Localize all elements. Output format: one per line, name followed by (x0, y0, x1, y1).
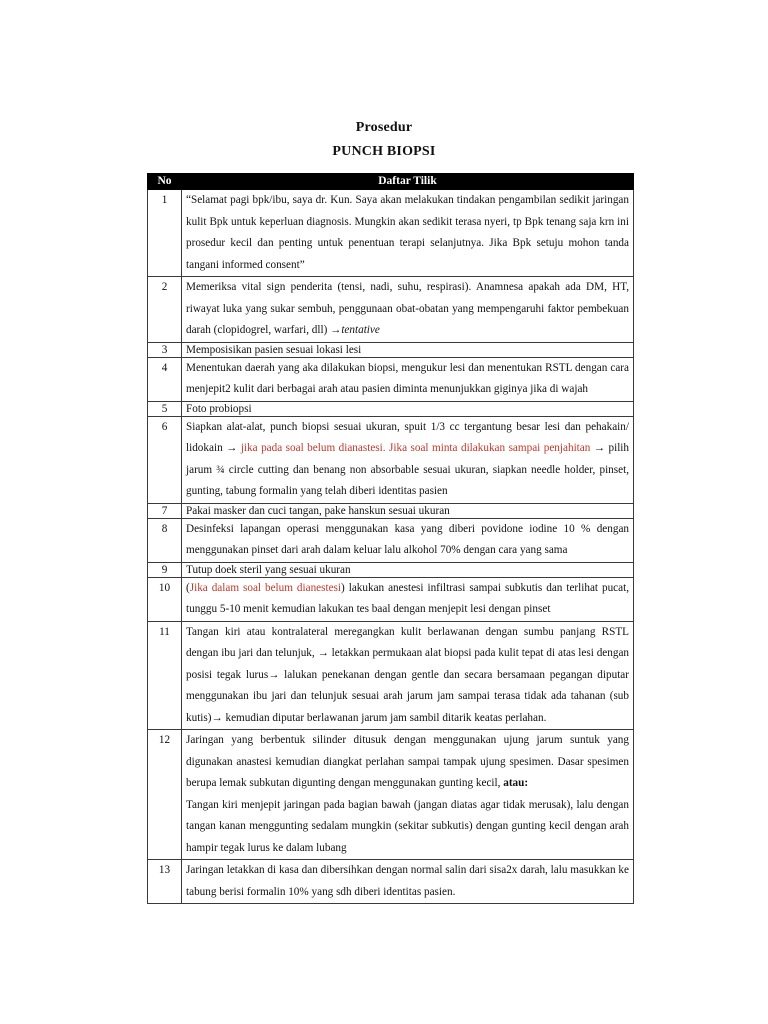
checklist-table (147, 173, 634, 904)
row-description (182, 518, 634, 562)
row-description (182, 503, 634, 518)
row-description (182, 416, 634, 503)
table-body (148, 190, 634, 904)
document-title: Prosedur (355, 120, 413, 135)
row-number: 11 (148, 621, 182, 730)
table-row (148, 503, 634, 518)
row-number: 6 (148, 416, 182, 503)
italic-text: tentative (341, 324, 380, 336)
arrow-icon: → (590, 442, 609, 454)
row-description (182, 621, 634, 730)
table-row (148, 277, 634, 343)
arrow-icon: → (268, 668, 280, 681)
table-row (148, 562, 634, 577)
description-text: Desinfeksi lapangan operasi menggunakan kasa yang diberi povidone iodine 10 % dengan menggunakan pinset dari arah dalam keluar lalu alkohol 70% dengan cara yang sama (186, 522, 629, 556)
description-text: Pakai masker dan cuci tangan, pake hanskun sesuai ukuran (186, 504, 450, 517)
description-text: Tangan kiri menjepit jaringan pada bagian bawah (jangan diatas agar tidak merusak), lalu dengan tangan kanan menggunting sedalam mungkin (sekitar subkutis) dengan gunting kecil dengan arah hampir tegak lurus ke dalam lubang (186, 798, 629, 854)
table-row (148, 730, 634, 860)
row-description (182, 860, 634, 904)
table-row (148, 621, 634, 730)
table-row (148, 357, 634, 401)
row-description (182, 342, 634, 357)
row-number: 4 (148, 357, 182, 401)
row-description (182, 401, 634, 416)
arrow-icon: → (317, 647, 329, 659)
document-subtitle: PUNCH BIOPSI (332, 144, 436, 159)
table-row (148, 190, 634, 277)
header-no: No (148, 174, 182, 190)
table-row (148, 342, 634, 357)
description-text: ) lakukan anestesi infiltrasi sampai subkutis dan terlihat pucat, tunggu 5-10 menit kemudian lakukan tes baal dengan menjepit lesi dengan pinset (186, 581, 629, 615)
table-row (148, 416, 634, 503)
row-description (182, 730, 634, 860)
highlight-text: Jika dalam soal belum dianestesi (189, 581, 342, 594)
row-description (182, 577, 634, 621)
description-text: Siapkan alat-alat, punch biopsi sesuai ukuran, spuit 1/3 cc tergantung besar lesi dan pehakain/ lidokain (186, 420, 629, 454)
table-header-row (148, 174, 634, 190)
table-row (148, 401, 634, 416)
table-row (148, 860, 634, 904)
row-number: 2 (148, 277, 182, 343)
table-row (148, 577, 634, 621)
description-text: ( (186, 581, 190, 594)
description-text: Foto probiopsi (186, 402, 252, 415)
row-number: 5 (148, 401, 182, 416)
description-text: Menentukan daerah yang aka dilakukan biopsi, mengukur lesi dan menentukan RSTL dengan cara menjepit2 kulit dari berbagai arah atau pasien diminta menunjukkan giginya jika di wajah (186, 361, 629, 395)
description-text: Jaringan yang berbentuk silinder ditusuk dengan menggunakan ujung jarum suntuk yang digunakan anastesi kemudian diangkat perlahan sampai tampak ujung spesimen. Dasar spesimen berupa lemak subkutan digunting dengan menggunakan gunting kecil, (186, 734, 629, 789)
arrow-icon: → (330, 324, 342, 336)
description-text: Tutup doek steril yang sesuai ukuran (186, 563, 351, 576)
description-text: “Selamat pagi bpk/ibu, saya dr. Kun. Saya akan melakukan tindakan pengambilan sedikit jaringan kulit Bpk untuk keperluan diagnosis. Mungkin akan sedikit terasa nyeri, tp Bpk tenang saja krn ini prosedur kecil dan penting untuk penentuan terapi selanjutnya. Jika Bpk setuju mohon tanda tangani informed consent” (186, 194, 629, 271)
description-text: lalukan penekanan dengan gentle dan secara bersamaan pegangan diputar menggunakan ibu jari dan telunjuk sesuai arah jarum jam sampai terasa tidak ada tahanan (sub kutis) (186, 668, 629, 724)
arrow-icon: → (226, 442, 241, 454)
description-text: kemudian diputar berlawanan jarum jam sambil ditarik keatas perlahan. (222, 711, 547, 724)
row-description (182, 562, 634, 577)
row-number: 10 (148, 577, 182, 621)
description-text: Memeriksa vital sign penderita (tensi, nadi, suhu, respirasi). Anamnesa apakah ada DM, HT, riwayat luka yang sukar sembuh, penggunaan obat-obatan yang mempengaruhi faktor pembekuan darah (clopidogrel, warfari, dll) (186, 281, 629, 336)
row-description (182, 190, 634, 277)
row-number: 7 (148, 503, 182, 518)
row-number: 1 (148, 190, 182, 277)
highlight-text: jika pada soal belum dianastesi. Jika soal minta dilakukan sampai penjahitan (240, 442, 591, 454)
row-description (182, 277, 634, 343)
table-row (148, 518, 634, 562)
row-description (182, 357, 634, 401)
row-number: 3 (148, 342, 182, 357)
description-text: Tangan kiri atau kontralateral meregangkan kulit berlawanan dengan sumbu panjang RSTL dengan ibu jari dan telunjuk, (186, 625, 629, 659)
header-daftar-tilik: Daftar Tilik (182, 174, 634, 190)
row-number: 8 (148, 518, 182, 562)
description-text: Jaringan letakkan di kasa dan dibersihkan dengan normal salin dari sisa2x darah, lalu masukkan ke tabung berisi formalin 10% yang sdh diberi identitas pasien. (186, 864, 629, 898)
row-number: 12 (148, 730, 182, 860)
bold-text: atau: (503, 777, 529, 789)
description-text: pilih jarum ¾ circle cutting dan benang non absorbable sesuai ukuran, siapkan needle holder, pinset, gunting, tabung formalin yang telah diberi identitas pasien (186, 442, 630, 497)
description-text: Memposisikan pasien sesuai lokasi lesi (186, 343, 362, 356)
arrow-icon: → (211, 711, 223, 724)
description-text: letakkan permukaan alat biopsi pada kulit tepat di atas lesi dengan posisi tegak lurus (186, 647, 630, 681)
row-number: 13 (148, 860, 182, 904)
row-number: 9 (148, 562, 182, 577)
